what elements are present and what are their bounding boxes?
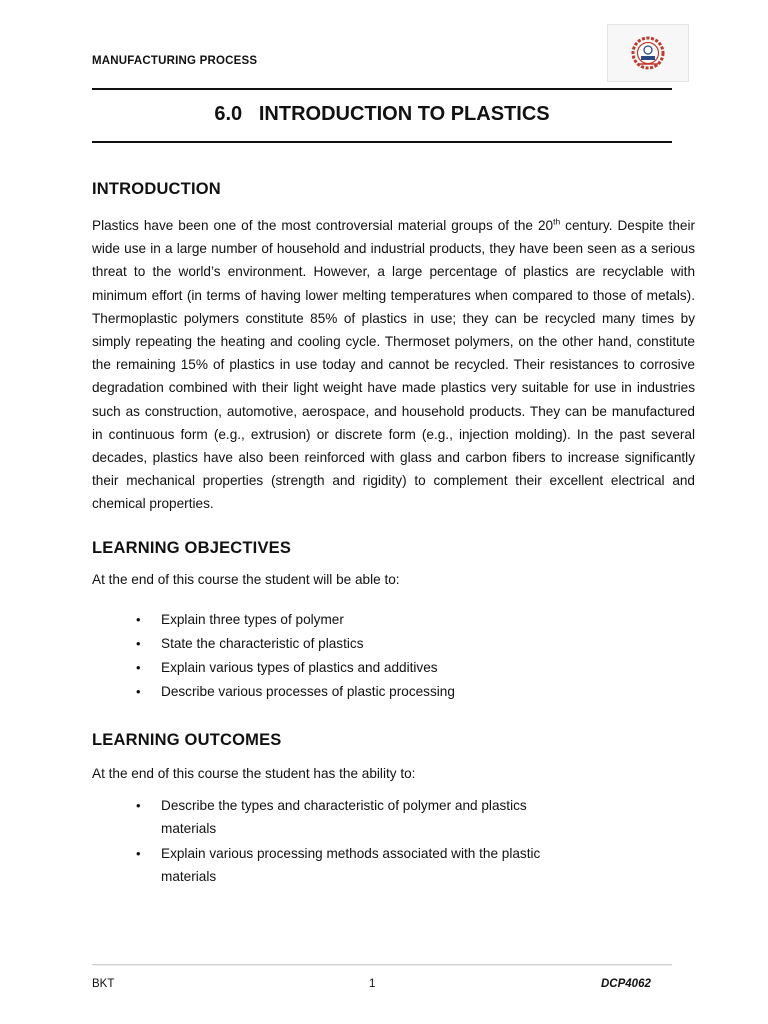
list-item [92,632,692,656]
chapter-title [92,103,672,126]
bullet-icon: • [136,846,141,861]
list-item-text: State the characteristic of plastics [161,636,364,651]
list-item [92,680,692,704]
list-item-text: Describe various processes of plastic processing [161,684,455,699]
list-item-text: Explain various processing methods associated with the plastic materials [161,846,541,884]
list-item [92,656,692,680]
bullet-icon: • [136,660,141,675]
chapter-number: 6.0 [214,103,243,125]
list-item [92,608,692,632]
objectives-list [92,608,692,704]
outcomes-heading: LEARNING OUTCOMES [92,731,282,749]
course-code: DCP4062 [601,978,651,990]
bullet-icon: • [136,798,141,813]
list-item-text: Explain various types of plastics and additives [161,660,438,675]
logo [607,24,689,82]
introduction-paragraph [92,214,695,516]
institution-emblem-icon [628,33,668,73]
page-number: 1 [369,978,376,990]
list-item [92,842,552,888]
bullet-icon: • [136,636,141,651]
list-item [92,794,572,840]
introduction-text-start: Plastics have been one of the most controversial material groups of the 20 [92,218,554,233]
objectives-intro: At the end of this course the student will be able to: [92,572,400,587]
superscript-th: th [553,216,561,227]
objectives-heading: LEARNING OBJECTIVES [92,539,292,557]
footer-rule [92,964,672,965]
bullet-icon: • [136,612,141,627]
outcomes-intro: At the end of this course the student has the ability to: [92,766,416,781]
list-item-text: Explain three types of polymer [161,612,344,627]
header-title: MANUFACTURING PROCESS [92,55,258,67]
introduction-text-rest: century. Despite their wide use in a large number of household and industrial products, they have been seen as a serious threat to the world’s environment. However, a large percentage of plastics are recyclable with minimum effort (in terms of having lower melting temperatures when compared to those of metals). Thermoplastic polymers constitute 85% of plastics in use; they can be recycled many times by simply repeating the heating and cooling cycle. Thermoset polymers, on the other hand, constitute the remaining 15% of plastics in use today and cannot be recycled. Their resistances to corrosive degradation combined with their light weight have made plastics very suitable for use in industries such as construction, automotive, aerospace, and household products. They can be manufactured in continuous form (e.g., extrusion) or discrete form (e.g., injection molding). In the past several decades, plastics have also been reinforced with glass and carbon fibers to increase significantly their mechanical properties (strength and rigidity) to complement their excellent electrical and chemical properties. [92,218,696,512]
list-item-text: Describe the types and characteristic of polymer and plastics materials [161,798,527,836]
chapter-title-text: INTRODUCTION TO PLASTICS [258,103,550,125]
bullet-icon: • [136,684,141,699]
outcomes-list [92,794,692,890]
title-rule [92,141,672,143]
footer-author: BKT [92,978,115,990]
header-rule [92,88,672,90]
introduction-heading: INTRODUCTION [92,180,221,198]
